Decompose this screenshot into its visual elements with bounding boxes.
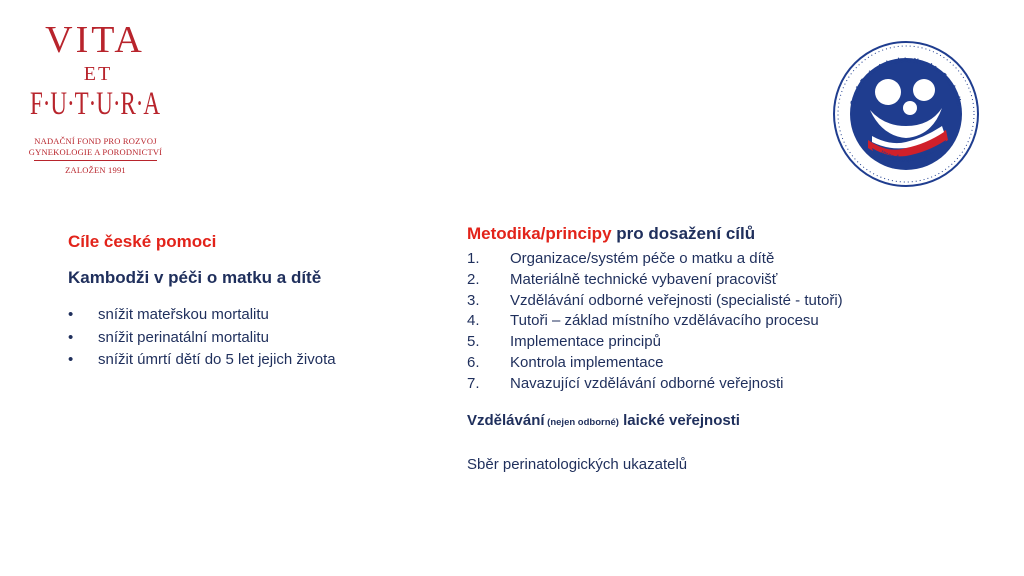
logo-divider	[34, 160, 157, 161]
goal-text: snížit perinatální mortalitu	[98, 328, 269, 346]
list-item	[467, 374, 843, 395]
list-item	[467, 270, 843, 291]
public-education-line	[467, 412, 740, 429]
logo-futura-text: F·U·T·U·R·A	[30, 86, 161, 122]
list-item	[467, 353, 843, 374]
edu-main: Vzdělávání	[467, 412, 545, 429]
methodology-title	[467, 224, 755, 244]
goal-text: snížit úmrtí dětí do 5 let jejich života	[98, 351, 336, 368]
edu-rest: laické veřejnosti	[618, 412, 740, 429]
step-text: Implementace principů	[510, 333, 661, 351]
logo-subtitle-line1: NADAČNÍ FOND PRO ROZVOJ	[34, 136, 157, 146]
step-number: 7.	[467, 374, 480, 392]
step-number: 4.	[467, 312, 480, 330]
figure-head-left	[875, 79, 901, 105]
czech-perinatologists-logo	[832, 40, 980, 188]
perinatologists-emblem	[832, 40, 980, 188]
figure-head-child	[903, 101, 917, 115]
step-number: 3.	[467, 291, 480, 309]
methodology-steps	[467, 249, 843, 395]
indicators-collection-line: Sběr perinatologických ukazatelů	[467, 456, 688, 473]
step-text: Navazující vzdělávání odborné veřejnosti	[510, 374, 784, 392]
step-text: Vzdělávání odborné veřejnosti (specialisté - tutoři)	[510, 291, 843, 309]
logo-et-text: ET	[83, 63, 113, 85]
vita-et-futura-emblem	[28, 14, 163, 134]
logo-subtitle-line2: GYNEKOLOGIE A PORODNICTVÍ	[28, 147, 163, 157]
list-item	[68, 327, 336, 350]
step-number: 2.	[467, 270, 480, 288]
list-item	[467, 332, 843, 353]
edu-small: (nejen odborné)	[544, 417, 619, 428]
logo-bottom-text: គ្រូពេទ្យឆែកចុះទៅកម្ពុជា	[879, 149, 933, 163]
figure-head-right	[913, 79, 935, 101]
vita-et-futura-logo	[28, 14, 163, 174]
methodology-title-rest: pro dosažení cílů	[611, 224, 756, 243]
list-item	[467, 311, 843, 332]
bullet-icon: •	[68, 328, 74, 346]
bullet-icon: •	[68, 351, 74, 368]
step-text: Organizace/systém péče o matku a dítě	[510, 250, 775, 267]
goals-title: Cíle české pomoci	[68, 232, 217, 251]
goal-text: snížit mateřskou mortalitu	[98, 306, 269, 323]
step-number: 6.	[467, 353, 480, 371]
step-text: Kontrola implementace	[510, 353, 664, 371]
step-number: 5.	[467, 333, 480, 351]
methodology-title-highlight: Metodika/principy	[467, 224, 612, 243]
goals-subtitle: Kambodži v péči o matku a dítě	[68, 268, 322, 287]
goals-list	[68, 304, 336, 372]
logo-arc-text: Czech Perinatologists Head to Cambodia	[848, 55, 964, 107]
list-item	[467, 249, 843, 270]
step-text: Materiálně technické vybavení pracovišť	[510, 270, 778, 288]
step-text: Tutoři – základ místního vzdělávacího procesu	[510, 312, 819, 330]
logo-vita-text: VITA	[45, 19, 145, 61]
step-number: 1.	[467, 250, 480, 267]
bullet-icon: •	[68, 306, 74, 323]
list-item	[467, 291, 843, 312]
logo-founded: ZALOŽEN 1991	[65, 165, 126, 175]
list-item	[68, 349, 336, 372]
list-item	[68, 304, 336, 327]
